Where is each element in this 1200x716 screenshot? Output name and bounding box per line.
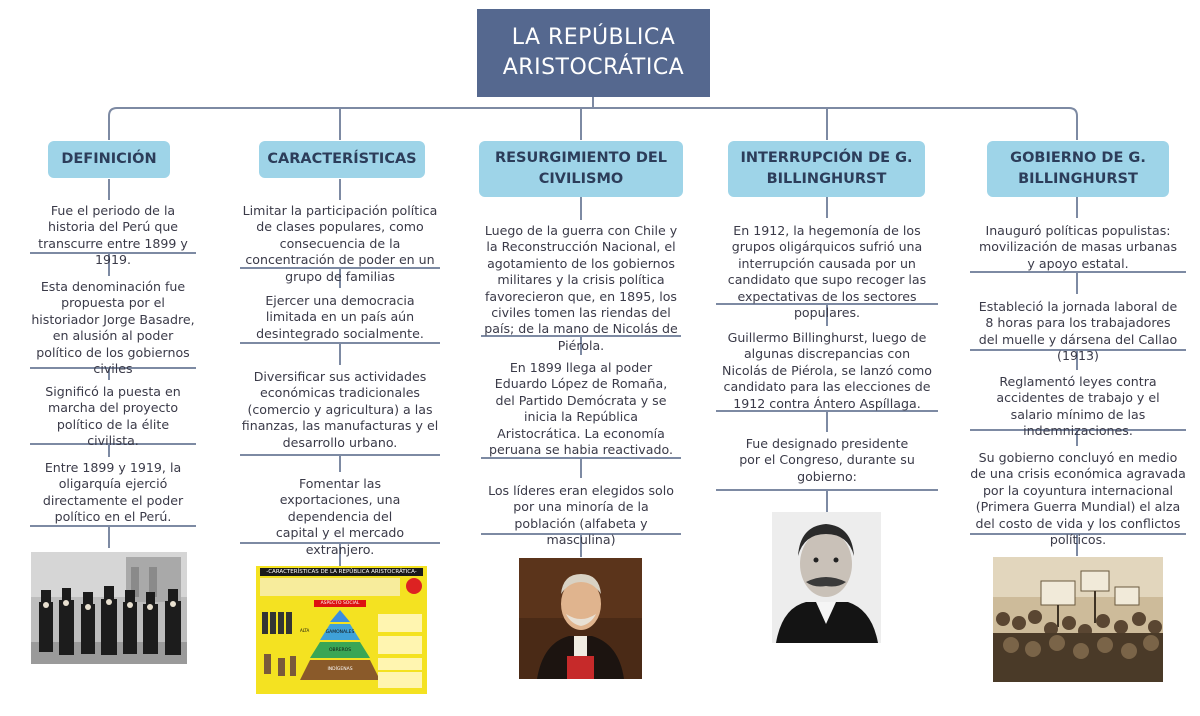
caracteristicas-item-2: Ejercer una democracia limitada en un país aún desintegrado socialmente. xyxy=(256,293,424,341)
caracteristicas-item-3: Diversificar sus actividades económicas tradicionales (comercio y agricultura) a las finanzas, las manufacturas y el desarrollo urbano. xyxy=(241,369,439,450)
resurgimiento-item-2: En 1899 llega al poder Eduardo López de Romaña, del Partido Demócrata y se inicia la República Aristocrática. La economía peruana se habia reactivado. xyxy=(489,360,673,458)
header-gobierno: GOBIERNO DE G. BILLINGHURST xyxy=(987,141,1169,197)
interrupcion-item-3: Fue designado presidente por el Congreso, durante su gobierno: xyxy=(739,436,915,484)
pyramid-level-alta: ALTA xyxy=(300,628,310,633)
pyramid-level-indigenas: INDÍGENAS xyxy=(327,667,353,672)
caracteristicas-item-4: Fomentar las exportaciones, una dependencia del capital y el mercado extranjero. xyxy=(275,476,405,557)
resurgimiento-item-3: Los líderes eran elegidos solo por una minoría de la población (alfabeta y masculina) xyxy=(488,483,674,548)
header-resurgimiento: RESURGIMIENTO DEL CIVILISMO xyxy=(479,141,683,197)
billinghurst-portrait xyxy=(772,512,881,643)
definicion-item-1: Fue el periodo de la historia del Perú que transcurre entre 1899 y 1919. xyxy=(38,203,188,268)
infographic-subtitle: ASPECTO SOCIAL xyxy=(314,600,366,607)
pyramid-level-gamonales: GAMONALES xyxy=(325,630,355,635)
caracteristicas-item-1: Limitar la participación política de clases populares, como consecuencia de la concentración de poder en un grupo de familias xyxy=(242,203,438,284)
definicion-item-2: Esta denominación fue propuesta por el historiador Jorge Basadre, en alusión al poder político de los gobiernos civiles xyxy=(31,279,195,377)
header-definicion: DEFINICIÓN xyxy=(48,141,170,178)
resurgimiento-item-1: Luego de la guerra con Chile y la Reconstrucción Nacional, el agotamiento de los gobiernos militares y la crisis política favorecieron que, en 1895, los civiles tomen las riendas del país; de la mano de Nicolás de Piérola. xyxy=(484,223,678,353)
historic-crowd-photo xyxy=(31,552,187,664)
gobierno-item-3: Reglamentó leyes contra accidentes de trabajo y el salario mínimo de las indemnizaciones. xyxy=(996,374,1160,439)
social-pyramid-infographic xyxy=(256,566,427,694)
title-line-1: LA REPÚBLICA xyxy=(511,25,676,50)
interrupcion-item-2: Guillermo Billinghurst, luego de algunas discrepancias con Nicolás de Piérola, se lanzó como candidato para las elecciones de 1912 contra Ántero Aspíllaga. xyxy=(722,330,932,411)
pyramid-level-obreros: OBREROS xyxy=(328,648,352,653)
title-line-2: ARISTOCRÁTICA xyxy=(502,55,685,80)
header-caracteristicas: CARACTERÍSTICAS xyxy=(259,141,425,178)
definicion-item-3: Significó la puesta en marcha del proyecto político de la élite civilista. xyxy=(45,384,181,449)
diagram-title xyxy=(477,9,710,97)
gobierno-item-2: Estableció la jornada laboral de 8 horas para los trabajadores del muelle y dársena del Callao (1913) xyxy=(978,299,1178,364)
gobierno-item-1: Inauguró políticas populistas: movilización de masas urbanas y apoyo estatal. xyxy=(978,223,1178,271)
romana-portrait xyxy=(519,558,642,679)
definicion-item-4: Entre 1899 y 1919, la oligarquía ejerció directamente el poder político en el Perú. xyxy=(42,460,184,525)
interrupcion-item-1: En 1912, la hegemonía de los grupos oligárquicos sufrió una interrupción causada por un candidato que supo recoger las expectativas de los sectores populares. xyxy=(727,223,927,321)
infographic-title: -CARACTERÍSTICAS DE LA REPÚBLICA ARISTOCRÁTICA- xyxy=(260,568,423,576)
gobierno-item-4: Su gobierno concluyó en medio de una crisis económica agravada por la coyuntura internacional (Primera Guerra Mundial) el alza del costo de vida y los conflictos políticos. xyxy=(970,450,1186,548)
header-interrupcion: INTERRUPCIÓN DE G. BILLINGHURST xyxy=(728,141,925,197)
protest-crowd-photo xyxy=(993,557,1163,682)
